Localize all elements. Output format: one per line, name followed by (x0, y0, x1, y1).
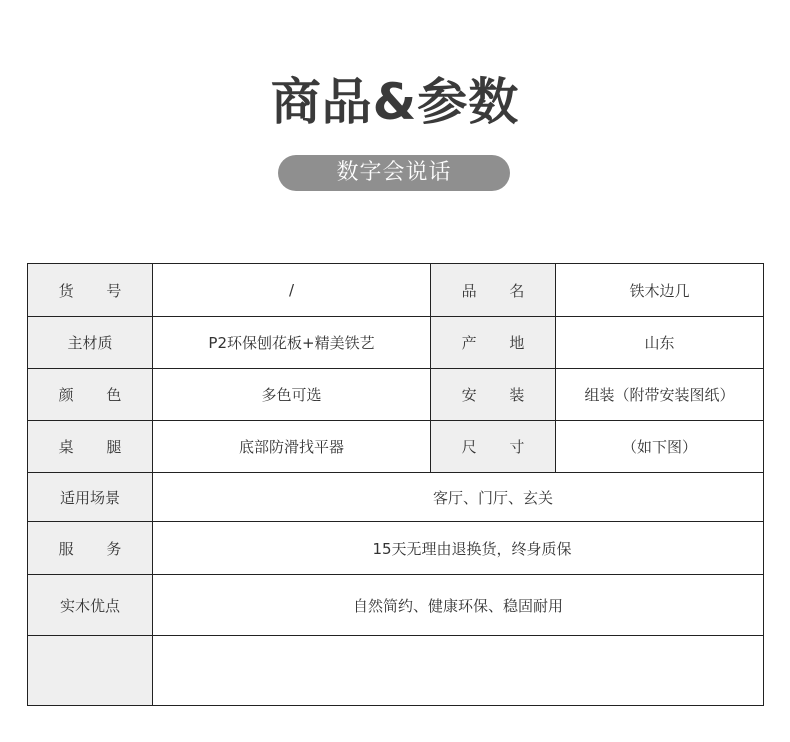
table-row (28, 369, 764, 421)
table-row (28, 575, 764, 636)
page-title: 商品&参数 (270, 73, 520, 131)
empty-label (28, 636, 153, 706)
color-label: 颜 色 (28, 369, 153, 421)
table-row (28, 264, 764, 317)
item-number-value: / (153, 264, 431, 317)
item-number-label: 货 号 (28, 264, 153, 317)
service-value: 15天无理由退换货，终身质保 (153, 522, 764, 575)
empty-value (153, 636, 764, 706)
material-value: P2环保刨花板+精美铁艺 (153, 317, 431, 369)
table-row (28, 421, 764, 473)
service-label: 服 务 (28, 522, 153, 575)
installation-value: 组装（附带安装图纸） (556, 369, 764, 421)
table-row (28, 636, 764, 706)
subtitle-badge: 数字会说话 (278, 155, 510, 191)
wood-advantages-value: 自然简约、健康环保、稳固耐用 (153, 575, 764, 636)
product-params-table (27, 263, 764, 706)
material-label: 主材质 (28, 317, 153, 369)
table-legs-label: 桌 腿 (28, 421, 153, 473)
product-name-value: 铁木边几 (556, 264, 764, 317)
product-name-label: 品 名 (431, 264, 556, 317)
installation-label: 安 装 (431, 369, 556, 421)
origin-label: 产 地 (431, 317, 556, 369)
color-value: 多色可选 (153, 369, 431, 421)
origin-value: 山东 (556, 317, 764, 369)
table-legs-value: 底部防滑找平器 (153, 421, 431, 473)
wood-advantages-label: 实木优点 (28, 575, 153, 636)
table-row (28, 473, 764, 522)
table-row (28, 317, 764, 369)
scenarios-value: 客厅、门厅、玄关 (153, 473, 764, 522)
size-label: 尺 寸 (431, 421, 556, 473)
table-row (28, 522, 764, 575)
size-value: （如下图） (556, 421, 764, 473)
scenarios-label: 适用场景 (28, 473, 153, 522)
